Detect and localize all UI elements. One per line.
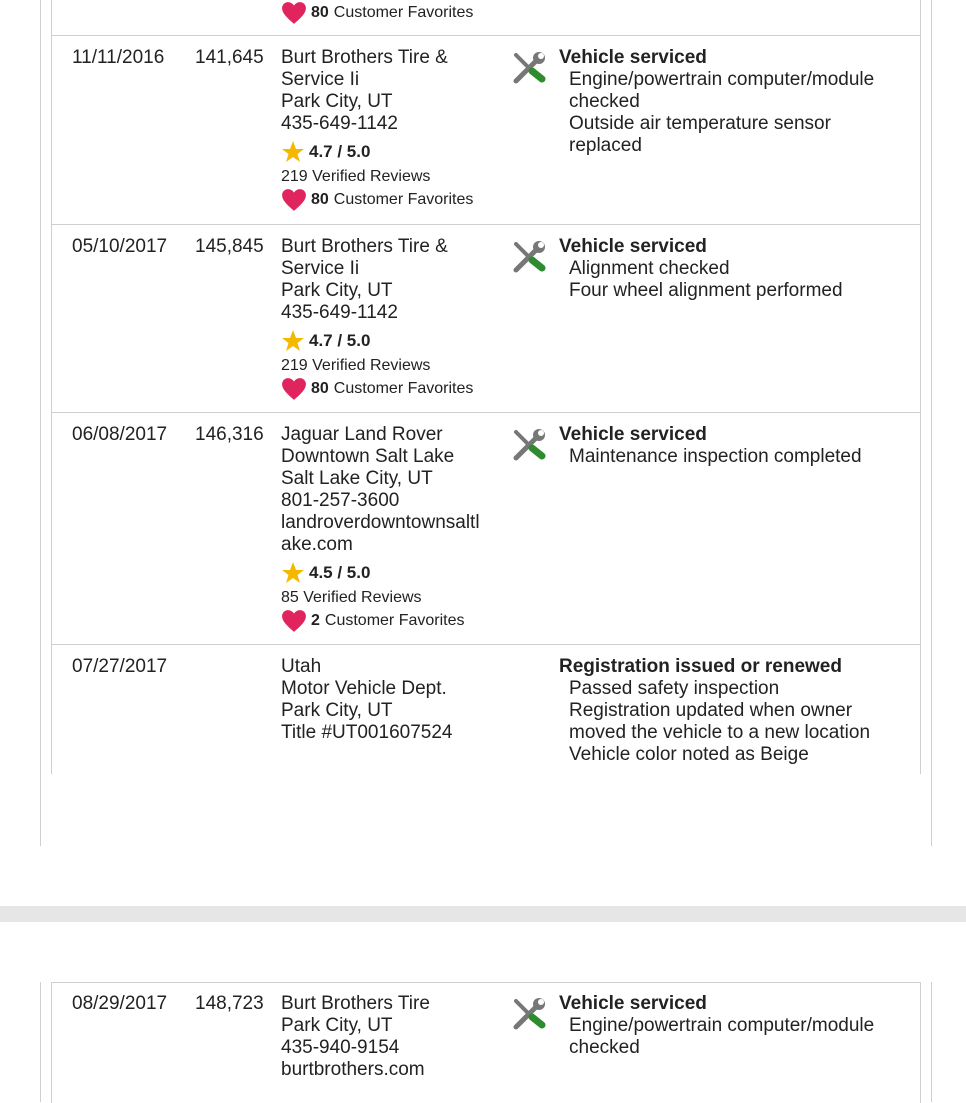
star-icon xyxy=(281,329,305,353)
table-row xyxy=(52,644,920,775)
record-source: Burt Brothers Tire Park City, UT 435-940-9154 burtbrothers.com xyxy=(281,993,430,1080)
record-date: 07/27/2017 xyxy=(72,656,168,677)
verified-reviews: 219 Verified Reviews xyxy=(281,357,431,374)
record-date: 08/29/2017 xyxy=(72,993,168,1014)
table-row xyxy=(52,35,920,224)
heart-icon xyxy=(281,377,307,401)
wrench-screwdriver-icon xyxy=(510,995,548,1033)
shop-rating: 4.7 / 5.0 xyxy=(281,328,496,354)
record-source: Burt Brothers Tire & Service Ii Park City, UT 435-649-1142 4.7 / 5.0 219 Verified Reviews 80 Customer Favorites xyxy=(281,236,496,402)
record-date: 05/10/2017 xyxy=(72,236,168,257)
wrench-screwdriver-icon xyxy=(510,426,548,464)
history-table xyxy=(51,982,921,1103)
table-row xyxy=(52,412,920,645)
top-favorites: 80 Customer Favorites xyxy=(281,0,496,26)
record-details: Vehicle serviced Maintenance inspection completed xyxy=(559,424,862,467)
star-icon xyxy=(281,561,305,585)
record-source: Burt Brothers Tire & Service Ii Park City, UT 435-649-1142 4.7 / 5.0 219 Verified Reviews 80 Customer Favorites xyxy=(281,47,496,213)
shop-rating: 4.7 / 5.0 xyxy=(281,139,496,165)
page-separator xyxy=(0,906,966,922)
wrench-screwdriver-icon xyxy=(510,238,548,276)
record-odometer: 148,723 xyxy=(195,993,264,1014)
verified-reviews: 219 Verified Reviews xyxy=(281,168,431,185)
record-details: Vehicle serviced Engine/powertrain computer/module checked xyxy=(559,993,875,1058)
table-row xyxy=(52,224,920,413)
star-icon xyxy=(281,140,305,164)
customer-favorites: 2 Customer Favorites xyxy=(281,608,496,634)
verified-reviews: 85 Verified Reviews xyxy=(281,589,422,606)
record-details: Vehicle serviced Engine/powertrain computer/module checked Outside air temperature sensor replaced xyxy=(559,47,875,156)
record-date: 11/11/2016 xyxy=(72,47,165,68)
record-source: Jaguar Land Rover Downtown Salt Lake Salt Lake City, UT 801-257-3600 landroverdowntownsaltl ake.com 4.5 / 5.0 85 Verified Reviews 2 Customer Favorites xyxy=(281,424,496,634)
history-table xyxy=(51,0,921,774)
record-odometer: 141,645 xyxy=(195,47,264,68)
report-page-2 xyxy=(40,982,932,1102)
heart-icon xyxy=(281,1,307,25)
record-odometer: 146,316 xyxy=(195,424,264,445)
record-details: Vehicle serviced Alignment checked Four wheel alignment performed xyxy=(559,236,843,301)
shop-rating: 4.5 / 5.0 xyxy=(281,560,496,586)
customer-favorites: 80 Customer Favorites xyxy=(281,187,496,213)
wrench-screwdriver-icon xyxy=(510,49,548,87)
table-row xyxy=(52,983,920,1103)
heart-icon xyxy=(281,188,307,212)
record-date: 06/08/2017 xyxy=(72,424,168,445)
record-odometer: 145,845 xyxy=(195,236,264,257)
heart-icon xyxy=(281,609,307,633)
record-source: Utah Motor Vehicle Dept. Park City, UT Title #UT001607524 xyxy=(281,656,453,743)
record-details: Registration issued or renewed Passed safety inspection Registration updated when owner moved the vehicle to a new location Vehicle color noted as Beige xyxy=(559,656,871,765)
report-page-1 xyxy=(40,0,932,846)
customer-favorites: 80 Customer Favorites xyxy=(281,376,496,402)
